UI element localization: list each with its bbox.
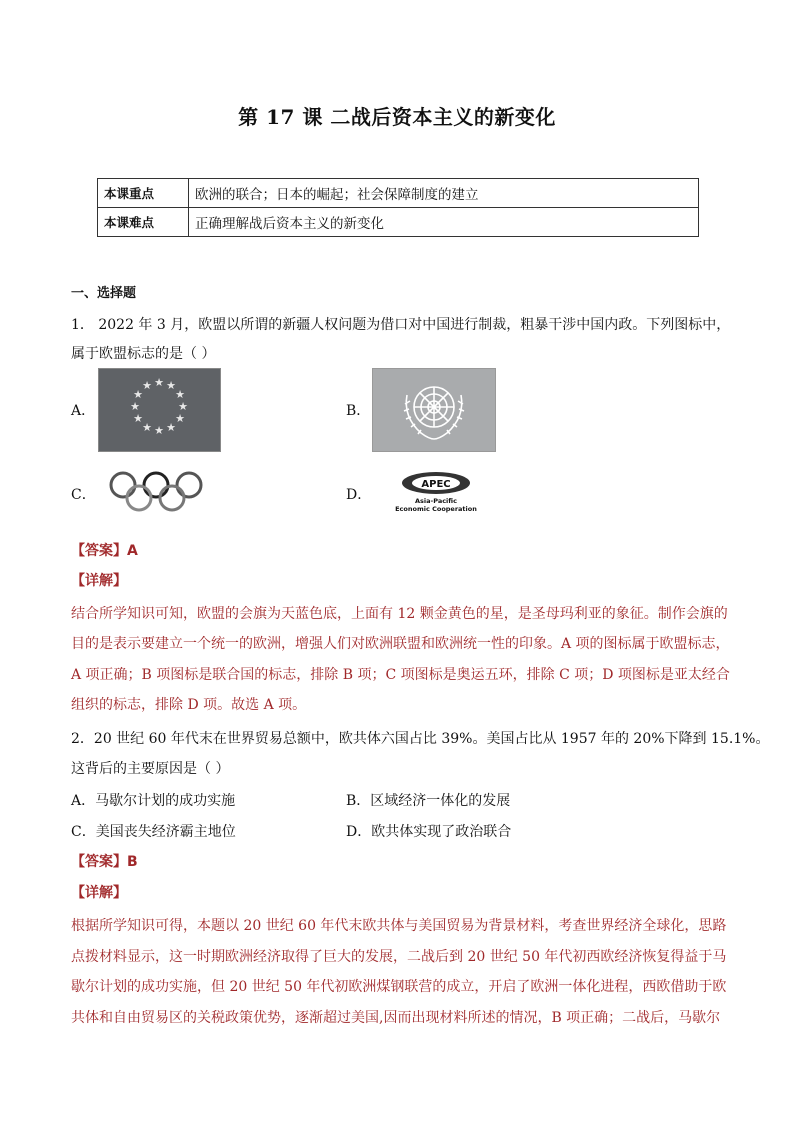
q1-stem-line2: 属于欧盟标志的是（ ） — [71, 346, 216, 362]
q1-stem-line1: 1． 2022 年 3 月，欧盟以所谓的新疆人权问题为借口对中国进行制裁，粗暴干涉中国内政。下列图标中， — [71, 317, 731, 333]
un-emblem-icon — [373, 369, 495, 451]
q2-explanation-line3: 歇尔计划的成功实施，但 20 世纪 50 年代初欧洲煤钢联营的成立，开启了欧洲一体化进程，西欧借助于欧 — [71, 979, 727, 995]
key-points-value: 欧洲的联合；日本的崛起；社会保障制度的建立 — [189, 179, 699, 208]
q2-explanation-line4: 共体和自由贸易区的关税政策优势，逐渐超过美国,因而出现材料所述的情况，B 项正确；二战后，马歇尔 — [71, 1010, 721, 1026]
q1-explanation-line1: 结合所学知识可知，欧盟的会旗为天蓝色底，上面有 12 颗金黄色的星，是圣母玛利亚的象征。制作会旗的 — [71, 606, 728, 622]
svg-text:★: ★ — [166, 379, 176, 392]
svg-text:Economic Cooperation: Economic Cooperation — [395, 505, 477, 513]
apec-logo-icon — [384, 470, 488, 514]
q2-option-b: B．区域经济一体化的发展 — [346, 793, 511, 809]
apec-logo-image — [384, 470, 488, 514]
svg-text:★: ★ — [175, 388, 185, 401]
svg-text:★: ★ — [178, 400, 188, 413]
q2-option-a: A．马歇尔计划的成功实施 — [71, 793, 236, 809]
key-points-label: 本课重点 — [98, 179, 189, 208]
q1-explanation-line4: 组织的标志，排除 D 项。故选 A 项。 — [71, 697, 307, 713]
page-title: 第 17 课 二战后资本主义的新变化 — [238, 105, 556, 129]
svg-text:★: ★ — [130, 400, 140, 413]
q2-detail-heading: 【详解】 — [71, 885, 127, 901]
q1-explanation-line2: 目的是表示要建立一个统一的欧洲，增强人们对欧洲联盟和欧洲统一性的印象。A 项的图标属于欧盟标志， — [71, 636, 730, 652]
svg-text:★: ★ — [166, 421, 176, 434]
svg-text:★: ★ — [142, 379, 152, 392]
svg-text:★: ★ — [154, 376, 164, 389]
q1-option-c-label: C． — [71, 487, 96, 503]
olympic-rings-icon — [106, 470, 206, 514]
q2-option-c: C．美国丧失经济霸主地位 — [71, 824, 236, 840]
eu-stars-icon — [99, 369, 220, 451]
q2-stem-line1: 2．20 世纪 60 年代末在世界贸易总额中，欧共体六国占比 39%。美国占比从 1957 年的 20%下降到 15.1%。 — [71, 731, 770, 747]
q2-answer: 【答案】B — [71, 854, 138, 870]
svg-text:Asia-Pacific: Asia-Pacific — [415, 497, 457, 505]
q1-option-b-label: B． — [346, 403, 371, 419]
svg-text:APEC: APEC — [421, 479, 451, 490]
key-points-table — [97, 178, 699, 237]
eu-flag-image — [98, 368, 221, 452]
table-row — [98, 208, 699, 237]
table-row — [98, 179, 699, 208]
svg-text:★: ★ — [142, 421, 152, 434]
section-heading: 一、选择题 — [71, 286, 137, 301]
olympic-rings-image — [106, 470, 206, 514]
difficulty-label: 本课难点 — [98, 208, 189, 237]
difficulty-value: 正确理解战后资本主义的新变化 — [189, 208, 699, 237]
svg-text:★: ★ — [175, 412, 185, 425]
q1-answer: 【答案】A — [71, 543, 138, 559]
svg-text:★: ★ — [154, 424, 164, 437]
q1-option-d-label: D． — [346, 487, 372, 503]
q2-explanation-line2: 点拨材料显示，这一时期欧洲经济取得了巨大的发展，二战后到 20 世纪 50 年代初西欧经济恢复得益于马 — [71, 949, 727, 965]
q2-explanation-line1: 根据所学知识可得，本题以 20 世纪 60 年代末欧共体与美国贸易为背景材料，考查世界经济全球化，思路 — [71, 918, 727, 934]
q2-option-d: D．欧共体实现了政治联合 — [346, 824, 512, 840]
svg-text:★: ★ — [133, 388, 143, 401]
un-emblem-image — [372, 368, 496, 452]
svg-text:★: ★ — [133, 412, 143, 425]
q1-explanation-line3: A 项正确；B 项图标是联合国的标志，排除 B 项；C 项图标是奥运五环，排除 C 项；D 项图标是亚太经合 — [71, 667, 730, 683]
q1-option-a-label: A． — [71, 403, 96, 419]
q1-detail-heading: 【详解】 — [71, 573, 127, 589]
q2-stem-line2: 这背后的主要原因是（ ） — [71, 761, 230, 777]
